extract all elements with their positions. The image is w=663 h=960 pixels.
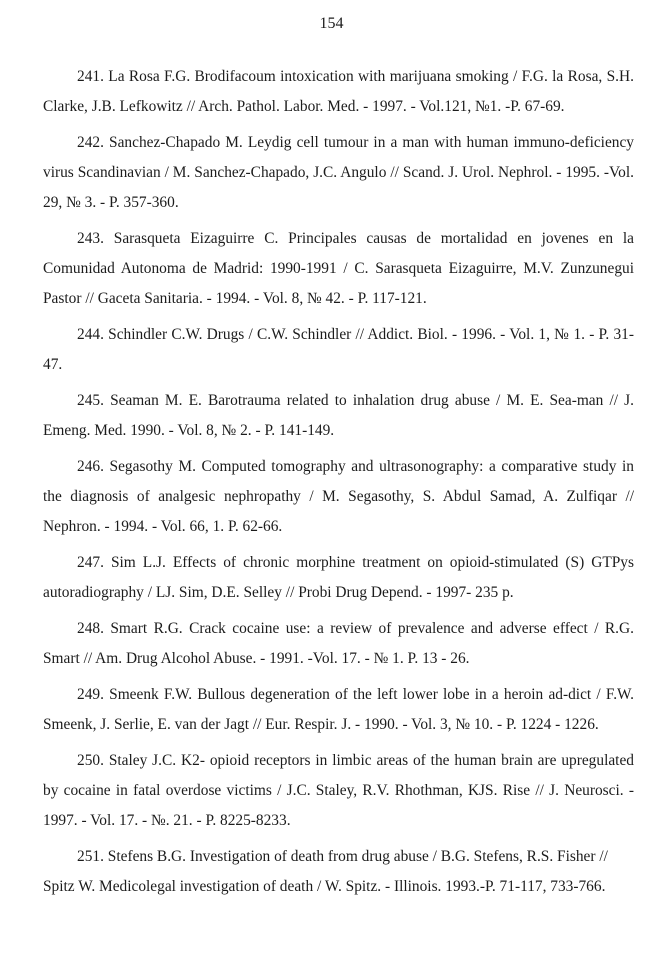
reference-item: 241. La Rosa F.G. Brodifacoum intoxication with marijuana smoking / F.G. la Rosa, S.H. Clarke, J.B. Lefkowitz // Arch. Pathol. Labor. Med. - 1997. - Vol.121, №1. -P. 67-69. xyxy=(43,68,634,115)
reference-item: 242. Sanchez-Chapado M. Leydig cell tumour in a man with human immuno-deficiency virus Scandinavian / M. Sanchez-Chapado, J.C. Angulo // Scand. J. Urol. Nephrol. - 1995. -Vol. 29, № 3. - P. 357-360. xyxy=(43,134,634,211)
reference-item: 244. Schindler C.W. Drugs / C.W. Schindler // Addict. Biol. - 1996. - Vol. 1, № 1. - P. 31-47. xyxy=(43,326,634,373)
reference-item: 249. Smeenk F.W. Bullous degeneration of the left lower lobe in a heroin ad-dict / F.W. Smeenk, J. Serlie, E. van der Jagt // Eur. Respir. J. - 1990. - Vol. 3, № 10. - P. 1224 - 1226. xyxy=(43,686,634,733)
page-number: 154 xyxy=(319,15,344,32)
reference-item: 248. Smart R.G. Crack cocaine use: a review of prevalence and adverse effect / R.G. Smart // Am. Drug Alcohol Abuse. - 1991. -Vol. 17. - № 1. P. 13 - 26. xyxy=(43,620,634,667)
reference-item: 246. Segasothy M. Computed tomography and ultrasonography: a comparative study in the diagnosis of analgesic nephropathy / M. Segasothy, S. Abdul Samad, A. Zulfiqar // Nephron. - 1994. - Vol. 66, 1. P. 62-66. xyxy=(43,458,634,535)
reference-list xyxy=(43,62,634,908)
reference-item: 251. Stefens B.G. Investigation of death from drug abuse / B.G. Stefens, R.S. Fisher // Spitz W. Medicolegal investigation of death / W. Spitz. - Illinois. 1993.-P. 71-117, 733-766. xyxy=(43,848,608,895)
reference-item: 245. Seaman M. E. Barotrauma related to inhalation drug abuse / M. E. Sea-man // J. Emeng. Med. 1990. - Vol. 8, № 2. - P. 141-149. xyxy=(43,392,634,439)
reference-item: 250. Staley J.C. K2- opioid receptors in limbic areas of the human brain are upregulated by cocaine in fatal overdose victims / J.C. Staley, R.V. Rhothman, KJS. Rise // J. Neurosci. - 1997. - Vol. 17. - №. 21. - P. 8225-8233. xyxy=(43,752,634,829)
reference-item: 243. Sarasqueta Eizaguirre C. Principales causas de mortalidad en jovenes en la Comunidad Autonoma de Madrid: 1990-1991 / C. Sarasqueta Eizaguirre, M.V. Zunzunegui Pastor // Gaceta Sanitaria. - 1994. - Vol. 8, № 42. - P. 117-121. xyxy=(43,230,634,307)
reference-item: 247. Sim L.J. Effects of chronic morphine treatment on opioid-stimulated (S) GTPys autoradiography / LJ. Sim, D.E. Selley // Probi Drug Depend. - 1997- 235 p. xyxy=(43,554,634,601)
